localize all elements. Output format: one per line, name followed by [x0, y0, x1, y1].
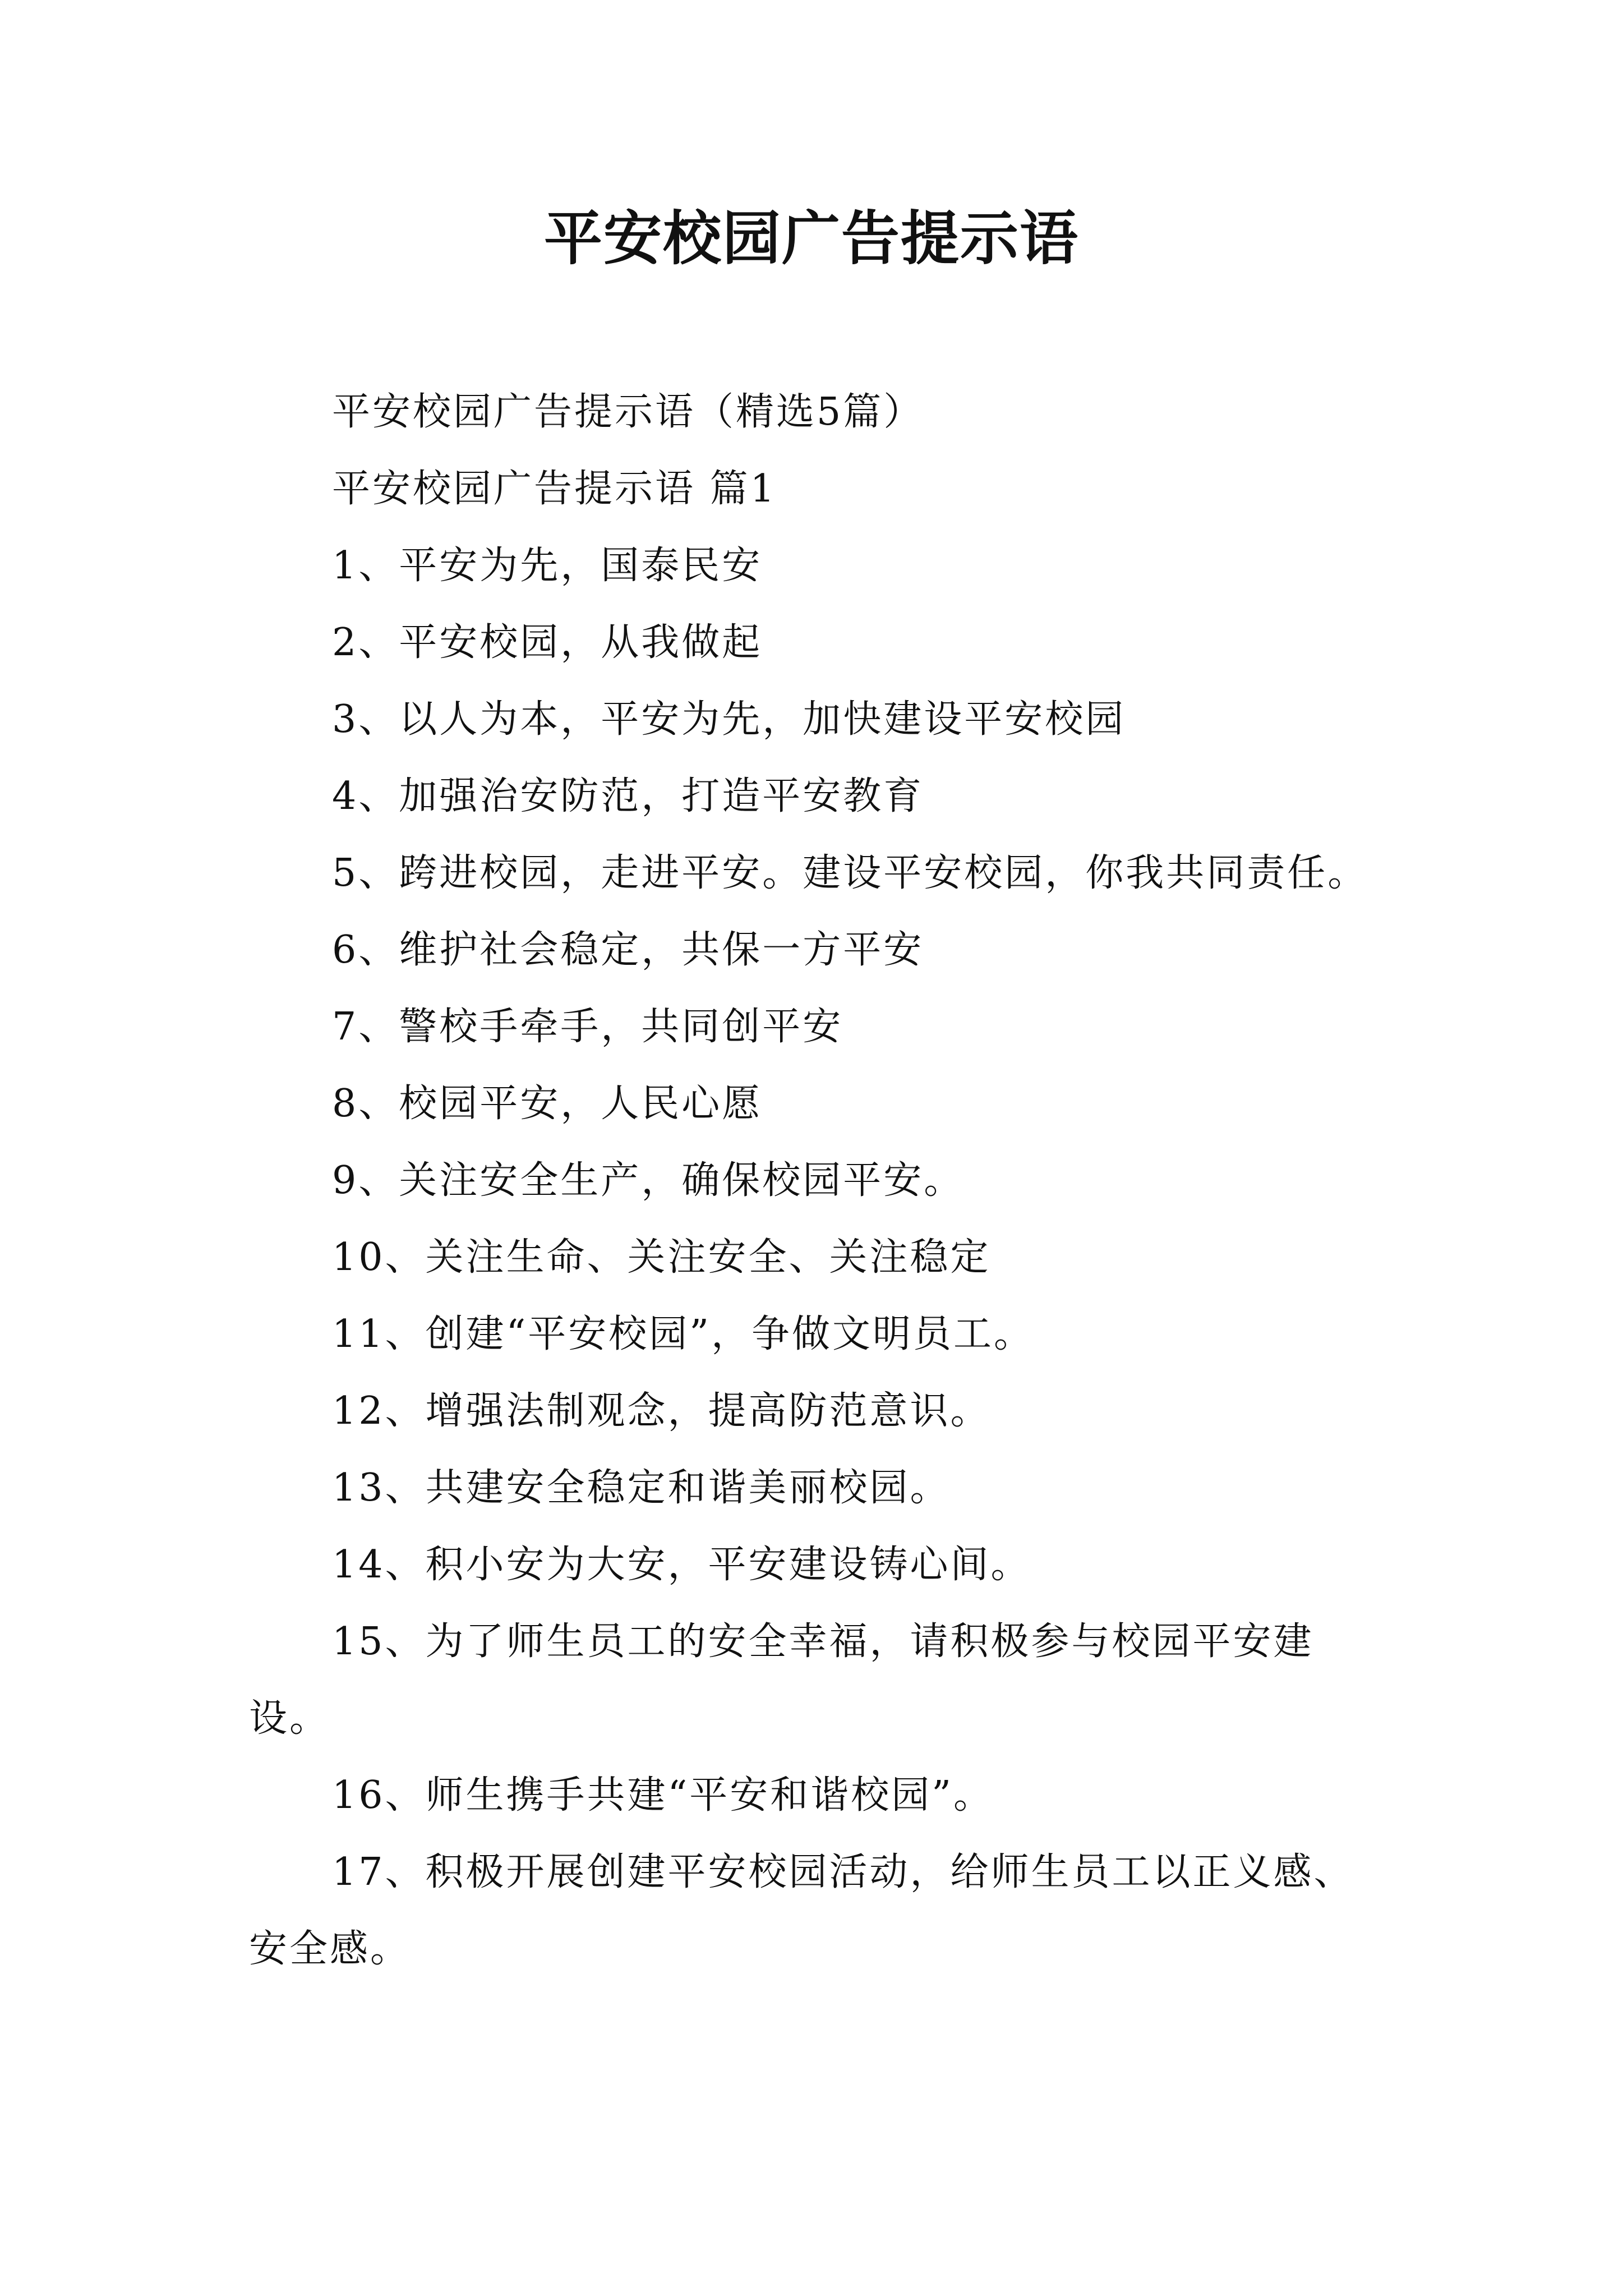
slogan-item: 2、平安校园，从我做起: [332, 620, 763, 665]
slogan-item: 17、积极开展创建平安校园活动，给师生员工以正义感、安全感。: [249, 1850, 1354, 1971]
slogan-item: 5、跨进校园，走进平安。建设平安校园，你我共同责任。: [332, 851, 1368, 895]
slogan-item: 15、为了师生员工的安全幸福，请积极参与校园平安建设。: [249, 1619, 1314, 1741]
slogan-item: 16、师生携手共建“平安和谐校园”。: [332, 1773, 994, 1818]
document-title: 平安校园广告提示语: [543, 204, 1079, 273]
slogan-item: 12、增强法制观念，提高防范意识。: [332, 1389, 991, 1433]
slogan-item: 13、共建安全稳定和谐美丽校园。: [332, 1466, 951, 1510]
slogan-item: 6、维护社会稳定，共保一方平安: [332, 928, 924, 972]
slogan-item: 1、平安为先，国泰民安: [332, 544, 763, 588]
slogan-item: 11、创建“平安校园”，争做文明员工。: [332, 1312, 1035, 1356]
slogan-item: 8、校园平安，人民心愿: [332, 1082, 763, 1126]
document-body: [249, 374, 1387, 1987]
slogan-item: 4、加强治安防范，打造平安教育: [332, 774, 924, 818]
slogan-item: 3、以人为本，平安为先，加快建设平安校园: [332, 697, 1126, 742]
slogan-item: 7、警校手牵手，共同创平安: [332, 1005, 843, 1049]
slogan-item: 14、积小安为大安，平安建设铸心间。: [332, 1543, 1031, 1587]
subtitle-paragraph: 平安校园广告提示语（精选5篇）: [332, 390, 924, 434]
slogan-item: 9、关注安全生产，确保校园平安。: [332, 1158, 965, 1203]
section-heading: 平安校园广告提示语 篇1: [332, 467, 777, 511]
slogan-item: 10、关注生命、关注安全、关注稳定: [332, 1235, 991, 1280]
